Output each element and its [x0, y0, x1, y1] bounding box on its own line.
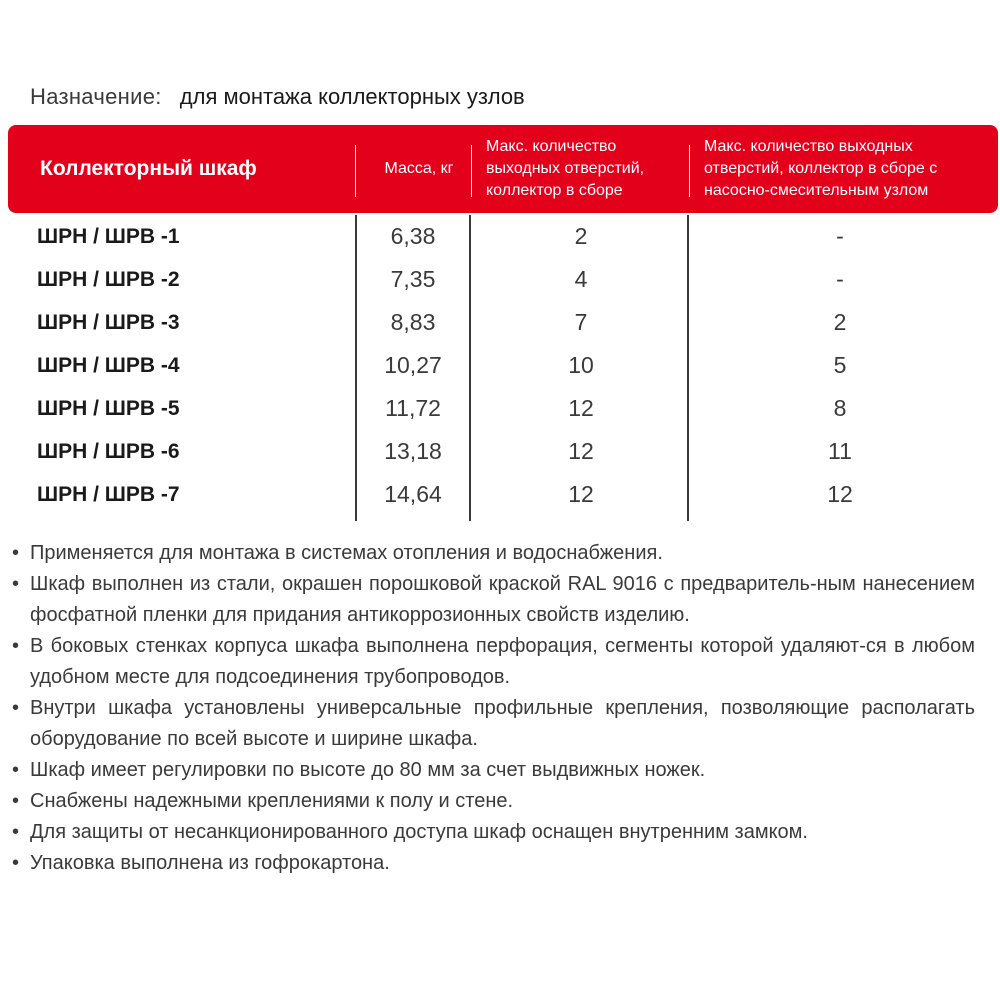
list-item-text: Шкаф выполнен из стали, окрашен порошковой краской RAL 9016 с предваритель-ным нанесением фосфатной пленки для придания антикоррозионных свойств изделию. — [30, 573, 975, 626]
header-mass: Масса, кг — [384, 160, 454, 177]
bullet-dot-icon: • — [12, 852, 20, 874]
list-item — [10, 569, 975, 631]
cell-max-outlets-assembled: 10 — [568, 352, 594, 378]
cell-mass: 7,35 — [390, 266, 436, 292]
list-item — [10, 786, 975, 817]
cell-model: ШРН / ШРВ -4 — [37, 354, 180, 377]
header-divider — [471, 145, 472, 197]
bullet-dot-icon: • — [12, 790, 20, 812]
bullet-dot-icon: • — [12, 542, 20, 564]
list-item — [10, 817, 975, 848]
table-body — [0, 215, 1000, 516]
cell-model: ШРН / ШРВ -5 — [37, 397, 180, 420]
table-row — [0, 215, 1000, 258]
table-header — [8, 125, 998, 213]
cell-max-outlets-with-pump: 12 — [827, 481, 853, 507]
cell-max-outlets-with-pump: 11 — [828, 438, 852, 464]
cell-mass: 10,27 — [384, 352, 442, 378]
list-item — [10, 848, 975, 879]
list-item-text: В боковых стенках корпуса шкафа выполнена перфорация, сегменты которой удаляют-ся в любом удобном месте для подсоединения трубопроводов. — [30, 635, 975, 688]
list-item-text: Снабжены надежными креплениями к полу и стене. — [30, 790, 514, 812]
header-max-outlets-with-pump: Макс. количество выходных отверстий, коллектор в сборе с насосно-смесительным узлом — [704, 138, 938, 199]
list-item-text: Упаковка выполнена из гофрокартона. — [30, 852, 390, 874]
cell-mass: 8,83 — [390, 309, 436, 335]
cell-max-outlets-assembled: 12 — [568, 395, 594, 421]
table-row — [0, 387, 1000, 430]
cell-model: ШРН / ШРВ -6 — [37, 440, 180, 463]
cell-max-outlets-with-pump: 5 — [833, 352, 847, 378]
purpose-line — [30, 84, 525, 110]
table-row — [0, 301, 1000, 344]
table-row — [0, 430, 1000, 473]
cell-model: ШРН / ШРВ -2 — [37, 268, 180, 291]
cell-mass: 6,38 — [390, 223, 436, 249]
cell-mass: 14,64 — [384, 481, 442, 507]
header-model: Коллекторный шкаф — [40, 157, 257, 180]
table-row — [0, 258, 1000, 301]
cell-max-outlets-assembled: 7 — [574, 309, 588, 335]
table-row — [0, 473, 1000, 516]
header-divider — [689, 145, 690, 197]
cell-max-outlets-assembled: 4 — [574, 266, 588, 292]
list-item-text: Шкаф имеет регулировки по высоте до 80 мм за счет выдвижных ножек. — [30, 759, 706, 781]
list-item — [10, 538, 975, 569]
list-item — [10, 755, 975, 786]
purpose-value: для монтажа коллекторных узлов — [179, 84, 525, 109]
bullet-dot-icon: • — [12, 759, 20, 781]
cell-max-outlets-assembled: 12 — [568, 438, 594, 464]
table-row — [0, 344, 1000, 387]
cell-max-outlets-with-pump: 2 — [833, 309, 847, 335]
list-item-text: Применяется для монтажа в системах отопления и водоснабжения. — [30, 542, 663, 564]
cell-model: ШРН / ШРВ -1 — [37, 225, 180, 248]
feature-list — [10, 538, 975, 879]
bullet-dot-icon: • — [12, 697, 20, 719]
bullet-dot-icon: • — [12, 573, 20, 595]
list-item-text: Внутри шкафа установлены универсальные профильные крепления, позволяющие располагать оборудование по всей высоте и ширине шкафа. — [30, 697, 975, 750]
cell-model: ШРН / ШРВ -7 — [37, 483, 180, 506]
purpose-label: Назначение: — [30, 84, 162, 109]
cell-mass: 11,72 — [385, 395, 441, 421]
cell-max-outlets-with-pump: 8 — [833, 395, 847, 421]
cell-max-outlets-assembled: 12 — [568, 481, 594, 507]
cell-max-outlets-with-pump: - — [836, 266, 844, 292]
header-divider — [355, 145, 356, 197]
cell-max-outlets-assembled: 2 — [574, 223, 588, 249]
cell-mass: 13,18 — [384, 438, 442, 464]
header-max-outlets-assembled: Макс. количество выходных отверстий, коллектор в сборе — [486, 138, 645, 199]
cell-model: ШРН / ШРВ -3 — [37, 311, 180, 334]
list-item — [10, 693, 975, 755]
bullet-dot-icon: • — [12, 635, 20, 657]
cell-max-outlets-with-pump: - — [836, 223, 844, 249]
bullet-dot-icon: • — [12, 821, 20, 843]
list-item-text: Для защиты от несанкционированного доступа шкаф оснащен внутренним замком. — [30, 821, 808, 843]
list-item — [10, 631, 975, 693]
